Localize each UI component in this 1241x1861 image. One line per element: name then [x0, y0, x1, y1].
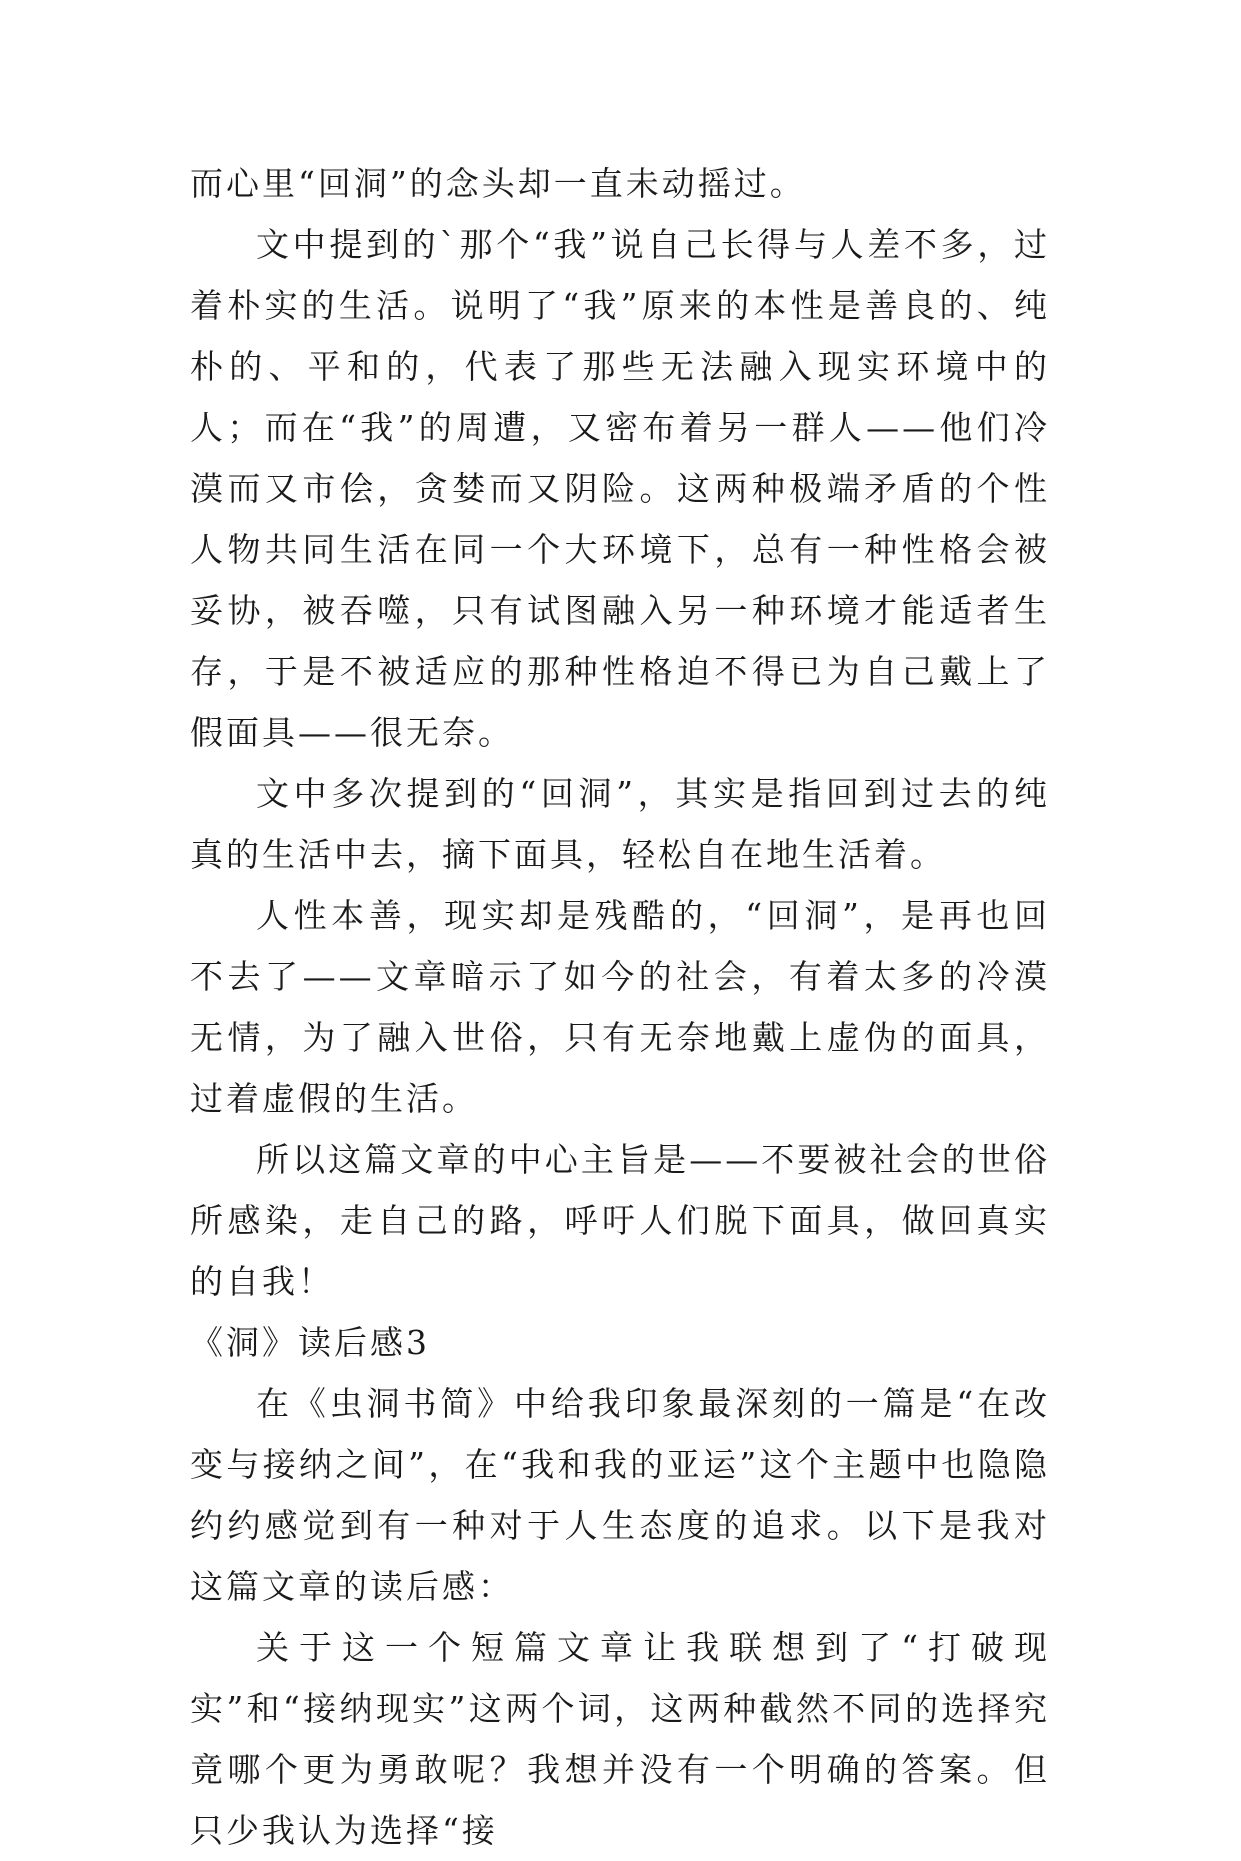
section-paragraph-2: 关于这一个短篇文章让我联想到了“打破现实”和“接纳现实”这两个词，这两种截然不同的选择究竟哪个更为勇敢呢？我想并没有一个明确的答案。但只少我认为选择“接 — [190, 1628, 1050, 1850]
section-heading: 《洞》读后感3 — [190, 1323, 430, 1362]
section-paragraph-1: 在《虫洞书简》中给我印象最深刻的一篇是“在改变与接纳之间”，在“我和我的亚运”这个主题中也隐隐约约感觉到有一种对于人生态度的追求。以下是我对这篇文章的读后感： — [190, 1384, 1050, 1606]
paragraph-analysis-3: 人性本善，现实却是残酷的，“回洞”，是再也回不去了——文章暗示了如今的社会，有着太多的冷漠无情，为了融入世俗，只有无奈地戴上虚伪的面具，过着虚假的生活。 — [190, 896, 1050, 1118]
paragraph-conclusion: 所以这篇文章的中心主旨是——不要被社会的世俗所感染，走自己的路，呼吁人们脱下面具，做回真实的自我！ — [190, 1140, 1050, 1301]
paragraph-analysis-1: 文中提到的`那个“我”说自己长得与人差不多，过着朴实的生活。说明了“我”原来的本性是善良的、纯朴的、平和的，代表了那些无法融入现实环境中的人；而在“我”的周遭，又密布着另一群人——他们冷漠而又市侩，贪婪而又阴险。这两种极端矛盾的个性人物共同生活在同一个大环境下，总有一种性格会被妥协，被吞噬，只有试图融入另一种环境才能适者生存，于是不被适应的那种性格迫不得已为自己戴上了假面具——很无奈。 — [190, 225, 1050, 752]
paragraph-analysis-2: 文中多次提到的“回洞”，其实是指回到过去的纯真的生活中去，摘下面具，轻松自在地生活着。 — [190, 774, 1050, 874]
paragraph-continuation: 而心里“回洞”的念头却一直未动摇过。 — [190, 164, 806, 203]
document-page — [190, 153, 1050, 1861]
